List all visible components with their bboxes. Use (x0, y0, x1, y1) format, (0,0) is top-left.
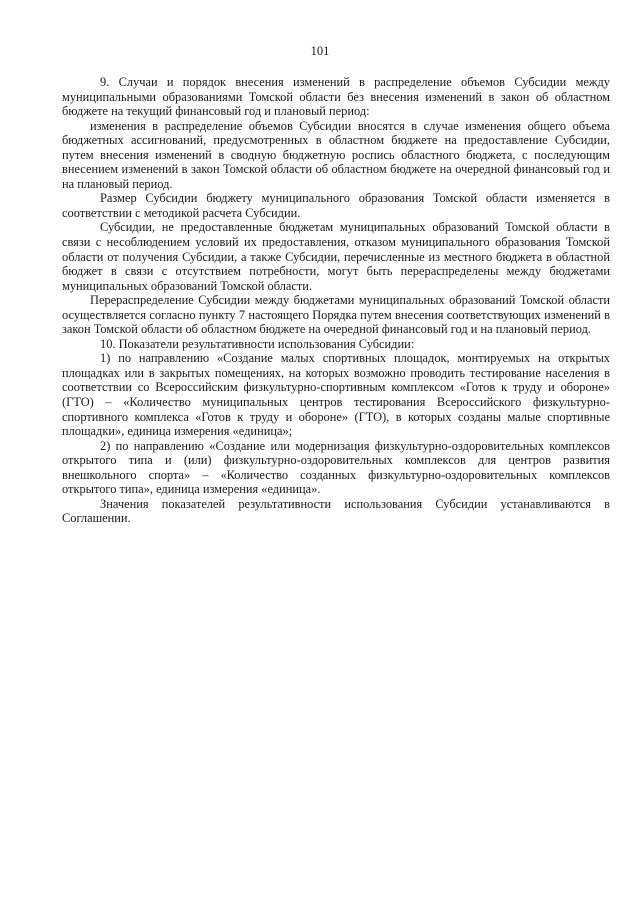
paragraph-clause-10-heading: 10. Показатели результативности использования Субсидии: (100, 336, 415, 351)
paragraph-indicator-values: Значения показателей результативности использования Субсидии устанавливаются в Соглашении. (62, 496, 610, 526)
paragraph-redistribution: Перераспределение Субсидии между бюджетами муниципальных образований Томской области осуществляется согласно пункту 7 настоящего Порядка путем внесения соответствующих изменений в закон Томской области об областном бюджете на очередной финансовый год и на плановый период. (62, 293, 610, 337)
page-number: 101 (310, 44, 330, 58)
paragraph-indicator-2: 2) по направлению «Создание или модернизация физкультурно-оздоровительных комплексов открытого типа и (или) физкультурно-оздоровительных комплексов для центров развития внешкольного спорта» – «Количество созданных физкультурно-оздоровительных комплексов открытого типа», единица измерения «единица». (62, 438, 610, 497)
paragraph-clause-9-intro: 9. Случаи и порядок внесения изменений в распределение объемов Субсидии между муниципальными образованиями Томской области без внесения изменений в закон об областном бюджете на текущий финансовый год и плановый период: (62, 75, 610, 119)
document-body (62, 75, 610, 526)
paragraph-unused-subsidies: Субсидии, не предоставленные бюджетам муниципальных образований Томской области в связи с несоблюдением условий их предоставления, отказом муниципального образования Томской области от получения Субсидии, а также Субсидии, перечисленные из местного бюджета в областной бюджет в связи с отсутствием потребности, могут быть перераспределены между бюджетами муниципальных образований Томской области. (62, 220, 610, 293)
paragraph-budget-changes: изменения в распределение объемов Субсидии вносятся в случае изменения общего объема бюджетных ассигнований, предусмотренных в областном бюджете на предоставление Субсидии, путем внесения изменений в сводную бюджетную роспись областного бюджета, с последующим внесением изменений в закон Томской области об областном бюджете на очередной финансовый год и на плановый период. (62, 118, 610, 191)
paragraph-subsidy-size: Размер Субсидии бюджету муниципального образования Томской области изменяется в соответствии с методикой расчета Субсидии. (62, 191, 610, 220)
paragraph-indicator-1: 1) по направлению «Создание малых спортивных площадок, монтируемых на открытых площадках или в закрытых помещениях, на которых возможно проводить тестирование населения в соответствии со Всероссийским физкультурно-спортивным комплексом «Готов к труду и обороне» (ГТО) – «Количество муниципальных центров тестирования Всероссийского физкультурно-спортивного комплекса «Готов к труду и обороне» (ГТО), в которых созданы малые спортивные площадки», единица измерения «единица»; (62, 351, 610, 439)
